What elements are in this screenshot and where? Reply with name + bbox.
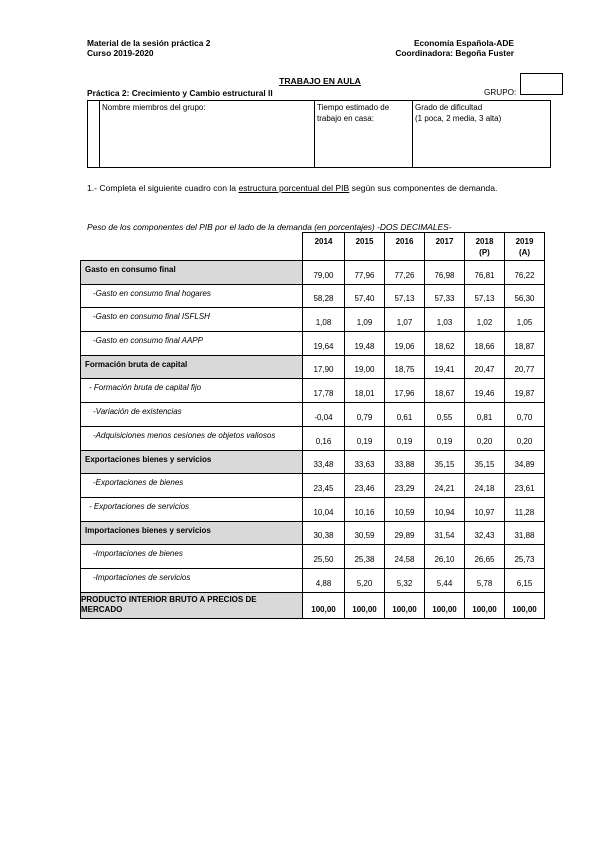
estimated-time-label-1: Tiempo estimado de [317,103,390,112]
value-cell[interactable]: 0,79 [345,403,385,427]
value-cell[interactable]: 19,41 [425,355,465,379]
value-cell[interactable]: -0,04 [303,403,345,427]
value-cell[interactable]: 0,70 [505,403,545,427]
value-cell[interactable]: 29,89 [385,521,425,545]
value-cell[interactable]: 25,38 [345,545,385,569]
value-cell[interactable]: 77,96 [345,261,385,285]
value-cell[interactable]: 24,58 [385,545,425,569]
value-cell[interactable]: 11,28 [505,497,545,521]
year-note: (A) [518,248,531,257]
question-text-after: según sus componentes de demanda. [349,183,498,193]
value-cell[interactable]: 5,44 [425,568,465,592]
value-cell[interactable]: 19,87 [505,379,545,403]
year-header [425,233,465,261]
value-cell[interactable]: 57,13 [385,284,425,308]
header-asignatura: Economía Española-ADE [413,38,514,48]
header-material: Material de la sesión práctica 2 [87,38,211,48]
value-cell[interactable]: 10,97 [465,497,505,521]
subcategory-label: -Gasto en consumo final ISFLSH [81,308,303,332]
value-cell[interactable]: 10,94 [425,497,465,521]
value-cell[interactable]: 0,19 [425,426,465,450]
header-curso: Curso 2019-2020 [87,48,154,58]
value-cell[interactable]: 17,78 [303,379,345,403]
category-row [81,521,545,545]
value-cell[interactable]: 17,96 [385,379,425,403]
subcategory-row [81,403,545,427]
value-cell[interactable]: 30,59 [345,521,385,545]
subcategory-label: - Formación bruta de capital fijo [81,379,303,403]
total-value[interactable]: 100,00 [425,592,465,618]
value-cell[interactable]: 18,87 [505,332,545,356]
estimated-time-label-2: trabajo en casa: [317,113,374,123]
year-header [345,233,385,261]
year-header [303,233,345,261]
subcategory-label: - Exportaciones de servicios [81,497,303,521]
category-label: Gasto en consumo final [81,261,303,285]
subcategory-label: -Gasto en consumo final hogares [81,284,303,308]
total-value[interactable]: 100,00 [345,592,385,618]
subcategory-label: -Importaciones de servicios [81,568,303,592]
value-cell[interactable]: 5,32 [385,568,425,592]
subcategory-label: -Importaciones de bienes [81,545,303,569]
value-cell[interactable]: 0,20 [505,426,545,450]
year-label: 2014 [314,237,333,246]
grupo-input-box[interactable] [520,73,563,95]
value-cell[interactable]: 5,20 [345,568,385,592]
value-cell[interactable]: 10,16 [345,497,385,521]
value-cell[interactable]: 23,45 [303,474,345,498]
value-cell[interactable]: 19,64 [303,332,345,356]
value-cell[interactable]: 0,81 [465,403,505,427]
value-cell[interactable]: 20,77 [505,355,545,379]
year-note: (P) [479,248,490,257]
difficulty-label-2: (1 poca, 2 media, 3 alta) [415,113,502,123]
total-value[interactable]: 100,00 [385,592,425,618]
year-label: 2018 [475,237,494,246]
value-cell[interactable]: 1,07 [385,308,425,332]
total-value[interactable]: 100,00 [465,592,505,618]
value-cell[interactable]: 26,10 [425,545,465,569]
year-header [465,233,505,261]
subcategory-row [81,308,545,332]
value-cell[interactable]: 18,75 [385,355,425,379]
value-cell[interactable]: 18,66 [465,332,505,356]
value-cell[interactable]: 79,00 [303,261,345,285]
category-label: Importaciones bienes y servicios [81,521,303,545]
year-label: 2019 [515,237,534,246]
value-cell[interactable]: 25,50 [303,545,345,569]
header-blank-cell [81,233,303,261]
table-header-row [81,233,545,261]
group-members-cell[interactable] [100,101,315,168]
subcategory-label: -Adquisiciones menos cesiones de objetos valiosos [81,426,303,450]
value-cell[interactable]: 10,04 [303,497,345,521]
total-value[interactable]: 100,00 [505,592,545,618]
value-cell[interactable]: 1,09 [345,308,385,332]
value-cell[interactable]: 23,61 [505,474,545,498]
group-members-label: Nombre miembros del grupo: [102,103,206,112]
value-cell[interactable]: 33,48 [303,450,345,474]
total-label-line1: PRODUCTO INTERIOR BRUTO A PRECIOS DE [81,594,257,604]
category-label: Exportaciones bienes y servicios [81,450,303,474]
subcategory-row [81,426,545,450]
value-cell[interactable]: 57,13 [465,284,505,308]
subcategory-row [81,545,545,569]
subcategory-row [81,284,545,308]
difficulty-cell[interactable] [413,101,551,168]
value-cell[interactable]: 58,28 [303,284,345,308]
value-cell[interactable]: 30,38 [303,521,345,545]
year-label: 2015 [355,237,374,246]
value-cell[interactable]: 33,63 [345,450,385,474]
value-cell[interactable]: 1,05 [505,308,545,332]
value-cell[interactable]: 19,48 [345,332,385,356]
value-cell[interactable]: 77,26 [385,261,425,285]
value-cell[interactable]: 26,65 [465,545,505,569]
total-label [81,592,303,618]
subcategory-row [81,332,545,356]
subcategory-label: -Exportaciones de bienes [81,474,303,498]
value-cell[interactable]: 1,08 [303,308,345,332]
year-label: 2017 [435,237,454,246]
total-label-line2: MERCADO [81,604,123,614]
subcategory-row [81,379,545,403]
value-cell[interactable]: 18,01 [345,379,385,403]
difficulty-label-1: Grado de dificultad [415,103,483,112]
category-label: Formación bruta de capital [81,355,303,379]
value-cell[interactable]: 34,89 [505,450,545,474]
value-cell[interactable]: 24,21 [425,474,465,498]
value-cell[interactable]: 31,88 [505,521,545,545]
grupo-label: GRUPO: [484,88,517,97]
section-title: TRABAJO EN AULA [279,76,361,86]
info-blank-cell [88,101,100,168]
value-cell[interactable]: 24,18 [465,474,505,498]
year-header [505,233,545,261]
header-coordinadora: Coordinadora: Begoña Fuster [395,48,514,58]
value-cell[interactable]: 0,16 [303,426,345,450]
value-cell[interactable]: 0,20 [465,426,505,450]
value-cell[interactable]: 76,22 [505,261,545,285]
category-row [81,261,545,285]
value-cell[interactable]: 23,46 [345,474,385,498]
total-value[interactable]: 100,00 [303,592,345,618]
estimated-time-cell[interactable] [315,101,413,168]
value-cell[interactable]: 0,19 [345,426,385,450]
subcategory-label: -Variación de existencias [81,403,303,427]
question-text-underlined: estructura porcentual del PIB [238,183,350,193]
value-cell[interactable]: 10,59 [385,497,425,521]
value-cell[interactable]: 57,40 [345,284,385,308]
value-cell[interactable]: 32,43 [465,521,505,545]
value-cell[interactable]: 35,15 [425,450,465,474]
value-cell[interactable]: 17,90 [303,355,345,379]
group-info-table [87,100,551,168]
value-cell[interactable]: 19,06 [385,332,425,356]
category-row [81,450,545,474]
value-cell[interactable]: 0,19 [385,426,425,450]
value-cell[interactable]: 4,88 [303,568,345,592]
value-cell[interactable]: 18,62 [425,332,465,356]
value-cell[interactable]: 5,78 [465,568,505,592]
subcategory-row [81,497,545,521]
value-cell[interactable]: 23,29 [385,474,425,498]
value-cell[interactable]: 33,88 [385,450,425,474]
value-cell[interactable]: 1,03 [425,308,465,332]
subcategory-row [81,474,545,498]
value-cell[interactable]: 25,73 [505,545,545,569]
table-caption: Peso de los componentes del PIB por el lado de la demanda (en porcentajes) -DOS DECIMALES- [87,222,452,232]
value-cell[interactable]: 56,30 [505,284,545,308]
practica-title: Práctica 2: Crecimiento y Cambio estructural II [87,88,273,98]
subcategory-label: -Gasto en consumo final AAPP [81,332,303,356]
value-cell[interactable]: 6,15 [505,568,545,592]
value-cell[interactable]: 1,02 [465,308,505,332]
value-cell[interactable]: 35,15 [465,450,505,474]
question-1 [87,181,558,195]
value-cell[interactable]: 76,81 [465,261,505,285]
value-cell[interactable]: 31,54 [425,521,465,545]
value-cell[interactable]: 20,47 [465,355,505,379]
value-cell[interactable]: 19,00 [345,355,385,379]
total-row [81,592,545,618]
question-text-before: 1.- Completa el siguiente cuadro con la [87,183,239,193]
value-cell[interactable]: 57,33 [425,284,465,308]
value-cell[interactable]: 0,55 [425,403,465,427]
value-cell[interactable]: 0,61 [385,403,425,427]
value-cell[interactable]: 18,67 [425,379,465,403]
year-label: 2016 [395,237,414,246]
value-cell[interactable]: 76,98 [425,261,465,285]
year-header [385,233,425,261]
subcategory-row [81,568,545,592]
gdp-components-table [80,232,545,619]
category-row [81,355,545,379]
value-cell[interactable]: 19,46 [465,379,505,403]
